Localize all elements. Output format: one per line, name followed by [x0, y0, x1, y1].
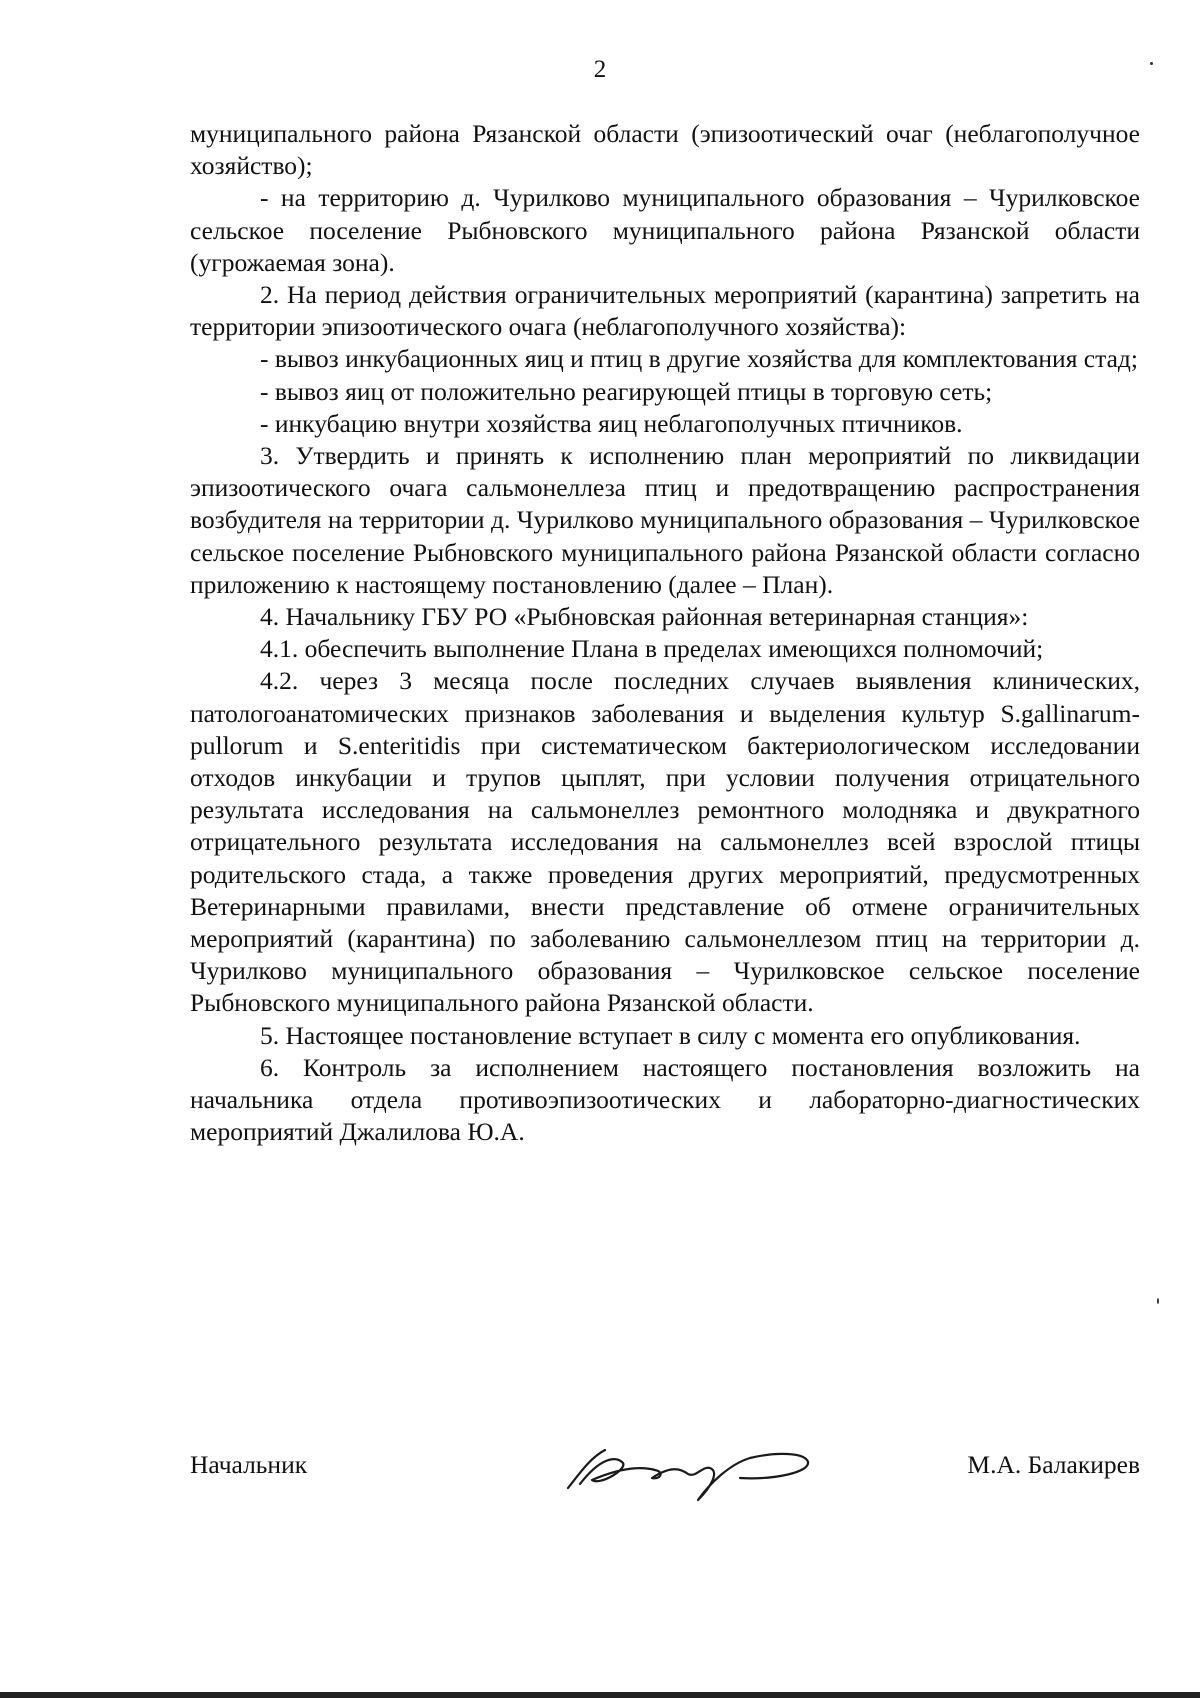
paragraph: - вывоз яиц от положительно реагирующей птицы в торговую сеть; [260, 376, 993, 406]
paragraph: 4. Начальнику ГБУ РО «Рыбновская районная ветеринарная станция»: [260, 602, 1029, 632]
paragraph: 4.1. обеспечить выполнение Плана в пределах имеющихся полномочий; [260, 634, 1044, 664]
signatory-name: М.А. Балакирев [967, 1450, 1140, 1479]
paragraph: муниципального района Рязанской области (эпизоотический очаг (неблагополучное хозяйство); [190, 119, 1140, 181]
paragraph: 4.2. через 3 месяца после последних случаев выявления клинических, патологоанатомических признаков заболевания и выделения культур S.gallinarum-pullorum и S.enteritidis при систематическом бактериологическом исследовании отходов инкубации и трупов цыплят, при условии получения отрицательного результата исследования на сальмонеллез ремонтного молодняка и двукратного отрицательного результата исследования на сальмонеллез всей взрослой птицы родительского стада, а также проведения других мероприятий, предусмотренных Ветеринарными правилами, внести представление об отмене ограничительных мероприятий (карантина) по заболеванию сальмонеллезом птиц на территории д. Чурилково муниципального образования – Чурилковское сельское поселение Рыбновского муниципального района Рязанской области. [190, 666, 1140, 1018]
signature-block [190, 1428, 1140, 1508]
scan-speck [1157, 1298, 1159, 1304]
paragraph: - инкубацию внутри хозяйства яиц неблагополучных птичников. [260, 408, 963, 438]
scan-speck [1150, 62, 1153, 65]
document-body [190, 118, 1140, 1149]
paragraph: - на территорию д. Чурилково муниципального образования – Чурилковское сельское поселение Рыбновского муниципального района Рязанской области (угрожаемая зона). [190, 183, 1140, 277]
paragraph: 6. Контроль за исполнением настоящего постановления возложить на начальника отдела противоэпизоотических и лабораторно-диагностических мероприятий Джалилова Ю.А. [190, 1052, 1140, 1147]
paragraph: 5. Настоящее постановление вступает в силу с момента его опубликования. [260, 1020, 1081, 1050]
scan-edge [0, 1692, 1200, 1698]
paragraph: - вывоз инкубационных яиц и птиц в другие хозяйства для комплектования стад; [260, 344, 1138, 374]
signatory-position: Начальник [190, 1450, 308, 1479]
paragraph: 3. Утвердить и принять к исполнению план мероприятий по ликвидации эпизоотического очага сальмонеллеза птиц и предотвращению распространения возбудителя на территории д. Чурилково муниципального образования – Чурилковское сельское поселение Рыбновского муниципального района Рязанской области согласно приложению к настоящему постановлению (далее – План). [190, 441, 1140, 599]
page-number: 2 [593, 56, 607, 83]
paragraph: 2. На период действия ограничительных мероприятий (карантина) запретить на территории эпизоотического очага (неблагополучного хозяйства): [190, 280, 1140, 342]
handwritten-signature-icon [560, 1428, 820, 1508]
